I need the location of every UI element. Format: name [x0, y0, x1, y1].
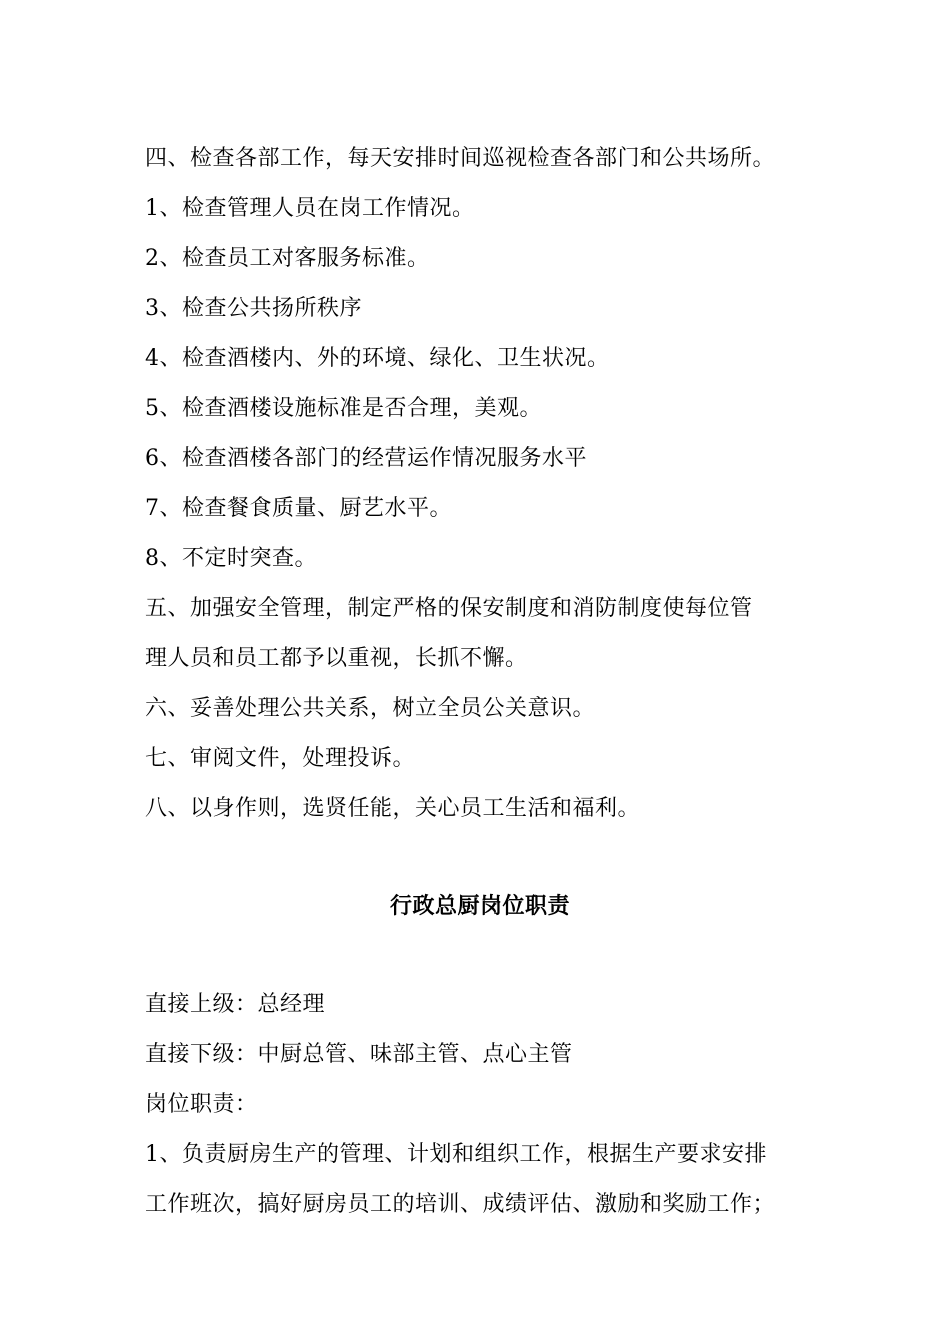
duty-line-6: 六、妥善处理公共关系，树立全员公关意识。 [145, 696, 596, 721]
check-item-1: 1、检查管理人员在岗工作情况。 [145, 196, 475, 221]
direct-superior: 直接上级：总经理 [145, 992, 326, 1017]
section-executive-chef-duties [145, 980, 815, 1230]
duty-line-4: 四、检查各部工作，每天安排时间巡视检查各部门和公共场所。 [145, 146, 776, 171]
check-item-5: 5、检查酒楼设施标准是否合理，美观。 [145, 396, 542, 421]
chef-duty-1b: 工作班次，搞好厨房员工的培训、成绩评估、激励和奖励工作； [145, 1192, 776, 1217]
check-item-6: 6、检查酒楼各部门的经营运作情况服务水平 [145, 446, 587, 471]
duty-line-8: 八、以身作则，选贤任能，关心员工生活和福利。 [145, 796, 641, 821]
duty-line-7: 七、审阅文件，处理投诉。 [145, 746, 416, 771]
check-item-3: 3、检查公共扬所秩序 [145, 296, 362, 321]
check-item-8: 8、不定时突查。 [145, 546, 317, 571]
direct-subordinates: 直接下级：中厨总管、味部主管、点心主管 [145, 1042, 573, 1067]
duties-heading: 岗位职责： [145, 1092, 258, 1117]
section-general-manager-duties [145, 134, 815, 834]
document-content [145, 134, 815, 1230]
check-item-7: 7、检查餐食质量、厨艺水平。 [145, 496, 452, 521]
duty-line-5a: 五、加强安全管理，制定严格的保安制度和消防制度使每位管 [145, 596, 753, 621]
check-item-2: 2、检查员工对客服务标准。 [145, 246, 430, 271]
chef-duty-1a: 1、负责厨房生产的管理、计划和组织工作，根据生产要求安排 [145, 1142, 767, 1167]
duty-line-5b: 理人员和员工都予以重视，长抓不懈。 [145, 646, 528, 671]
check-item-4: 4、检查酒楼内、外的环境、绿化、卫生状况。 [145, 346, 610, 371]
section-title: 行政总厨岗位职责 [389, 894, 570, 919]
